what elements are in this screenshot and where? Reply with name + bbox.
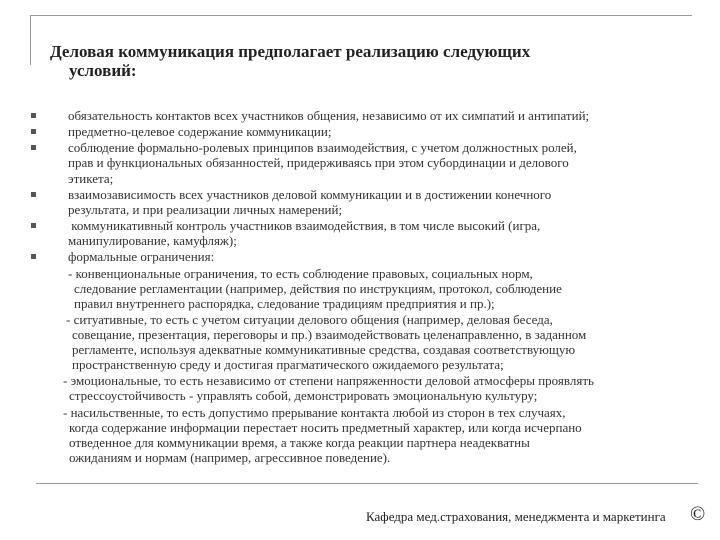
left-divider [30, 15, 31, 65]
list-item [30, 124, 700, 139]
content-list [30, 108, 700, 466]
sub-item-text: когда содержание информации перестает носить предметный характер, или когда исчерпано [69, 419, 582, 435]
list-item-text: этикета; [68, 170, 114, 186]
sub-list-item [30, 373, 700, 403]
sub-item-text: - ситуативные, то есть с учетом ситуации делового общения (например, деловая беседа, [66, 311, 553, 327]
list-item-text: взаимозависимость всех участников деловой коммуникации и в достижении конечного [68, 186, 552, 202]
sub-item-text: отведенное для коммуникации время, а также когда реакции партнера неадекватны [69, 434, 530, 450]
sub-item-text: ожиданиям и нормам (например, агрессивное поведение). [69, 449, 391, 465]
sub-item-text: совещание, презентация, переговоры и пр.) взаимодействовать целенаправленно, в заданном [72, 326, 587, 342]
sub-item-text: следование регламентации (например, действия по инструкциям, протокол, соблюдение [74, 280, 562, 296]
list-item-text: соблюдение формально-ролевых принципов взаимодействия, с учетом должностных ролей, [68, 140, 577, 156]
sub-item-text: правил внутреннего распорядка, следование традициям предприятия и пр.); [74, 295, 495, 311]
list-item-text: обязательность контактов всех участников общения, независимо от их симпатий и антипатий; [68, 108, 590, 123]
bottom-divider [36, 483, 698, 484]
list-item-text: формальные ограничения: [68, 249, 215, 265]
copyright-icon: © [690, 503, 706, 525]
list-item [30, 187, 700, 217]
sub-item-text: пространственную среду и достигая прагматического ожидаемого результата; [72, 357, 504, 373]
page-title-line-2: условий: [69, 61, 137, 80]
list-item [30, 218, 700, 248]
list-item-text: коммуникативный контроль участников взаимодействия, в том числе высокий (игра, [68, 218, 541, 234]
sub-list-item [30, 312, 700, 372]
list-item-text: результата, и при реализации личных намерений; [68, 201, 343, 217]
square-bullet-icon [31, 192, 36, 197]
sub-item-text: - эмоциональные, то есть независимо от степени напряженности деловой атмосферы проявлять [63, 373, 594, 389]
page-title-line-1: Деловая коммуникация предполагает реализацию следующих [50, 42, 531, 61]
sub-list-item [30, 405, 700, 465]
list-item [30, 249, 700, 264]
sub-item-text: регламенте, используя адекватные коммуникативные средства, создавая соответствующую [72, 342, 576, 358]
list-item-text: предметно-целевое содержание коммуникации; [68, 124, 332, 140]
square-bullet-icon [31, 254, 36, 259]
list-item-text: манипулирование, камуфляж); [68, 233, 237, 249]
sub-item-text: - насильственные, то есть допустимо прерывание контакта любой из сторон в тех случаях, [63, 404, 566, 420]
top-divider [30, 15, 692, 16]
list-item-text: прав и функциональных обязанностей, придерживаясь при этом субординации и делового [68, 155, 569, 171]
square-bullet-icon [31, 113, 36, 118]
list-item [30, 140, 700, 185]
square-bullet-icon [31, 223, 36, 228]
sub-list-item [30, 266, 700, 311]
square-bullet-icon [31, 129, 36, 134]
square-bullet-icon [31, 145, 36, 150]
sub-item-text: стрессоустойчивость - управлять собой, демонстрировать эмоциональную культуру; [69, 388, 538, 404]
sub-item-text: - конвенциональные ограничения, то есть соблюдение правовых, социальных норм, [68, 265, 533, 281]
footer-text: Кафедра мед.страхования, менеджмента и маркетинга [366, 509, 666, 524]
page-title [50, 42, 690, 80]
list-item [30, 108, 700, 123]
